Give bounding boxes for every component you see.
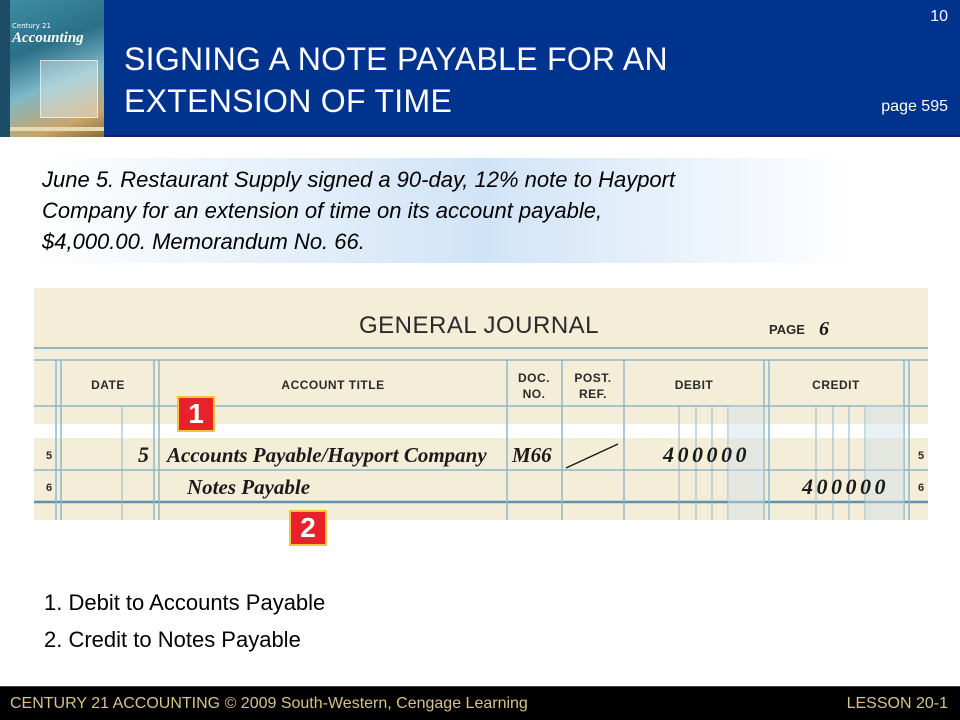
row-line-number-left: 6 [46, 482, 53, 494]
transaction-line2: Company for an extension of time on its account payable, [42, 198, 603, 223]
col-credit: CREDIT [812, 378, 860, 392]
transaction-description [32, 158, 852, 263]
journal-page-number: 6 [819, 318, 829, 340]
row-line-number-right: 5 [918, 450, 925, 462]
row-line-number-right: 6 [918, 482, 925, 494]
marker-2: 2 [289, 510, 327, 546]
slide-footer [0, 686, 960, 720]
row-line-number-left: 5 [46, 450, 53, 462]
col-doc-line2: NO. [522, 387, 546, 401]
row-debit-amount: 400000 [663, 442, 750, 467]
journal-row [46, 442, 924, 467]
row-doc: M66 [512, 443, 552, 467]
book-cover-bar [10, 127, 104, 131]
post-ref-mark [566, 444, 618, 468]
transaction-line1: June 5. Restaurant Supply signed a 90-day, 12% note to Hayport [42, 167, 676, 192]
step-item: 2. Credit to Notes Payable [44, 627, 301, 652]
journal-row [46, 474, 924, 499]
transaction-line3: $4,000.00. Memorandum No. 66. [42, 229, 365, 254]
row-account: Notes Payable [187, 475, 311, 499]
book-cover-image [0, 0, 104, 137]
footer-copyright: CENTURY 21 ACCOUNTING © 2009 South-Western, Cengage Learning [10, 695, 528, 712]
slide-title [124, 38, 824, 122]
book-spine [0, 0, 10, 137]
slide-title-line2: EXTENSION OF TIME [124, 83, 453, 119]
col-post-line1: POST. [574, 371, 612, 385]
slide-number: 10 [930, 8, 948, 25]
col-date: DATE [91, 378, 125, 392]
col-account-title: ACCOUNT TITLE [281, 378, 385, 392]
footer-lesson: LESSON 20-1 [846, 695, 948, 712]
book-cover-panel [40, 60, 98, 118]
journal-title: GENERAL JOURNAL [359, 312, 599, 339]
col-debit: DEBIT [674, 378, 714, 392]
row-credit-amount: 400000 [802, 474, 889, 499]
journal-page-label: PAGE [769, 322, 805, 337]
book-brand-big: Accounting [12, 30, 84, 46]
slide-title-line1: SIGNING A NOTE PAYABLE FOR AN [124, 41, 668, 77]
steps-list [44, 584, 325, 658]
general-journal [34, 288, 928, 520]
row-account: Accounts Payable/Hayport Company [167, 443, 487, 467]
journal-grid [34, 288, 928, 520]
slide-header [0, 0, 960, 137]
row-day: 5 [138, 442, 149, 467]
marker-1: 1 [177, 396, 215, 432]
col-post-line2: REF. [578, 387, 608, 401]
book-brand-small: Century 21 [12, 22, 51, 30]
page-reference: page 595 [881, 98, 948, 115]
step-item: 1. Debit to Accounts Payable [44, 590, 326, 615]
col-doc-line1: DOC. [518, 371, 550, 385]
